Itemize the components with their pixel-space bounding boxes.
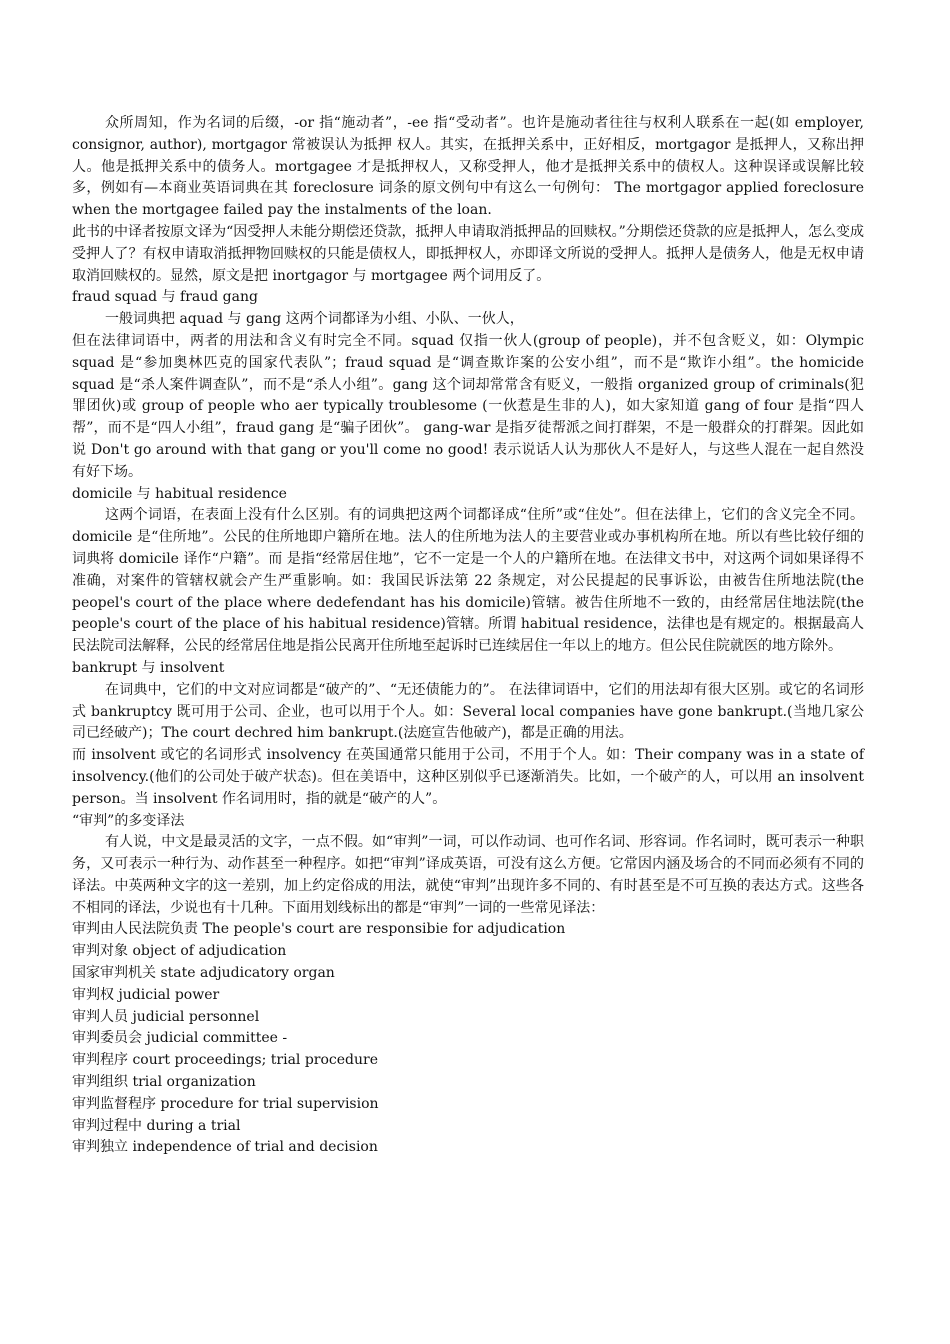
term-line: 审判监督程序 procedure for trial supervision (72, 1095, 379, 1112)
term-line: 审判程序 court proceedings; trial procedure (72, 1052, 379, 1069)
paragraph-trial-body: 有人说，中文是最灵活的文字，一点不假。如“审判”一词，可以作动词、也可作名词、形容词。作名词时，既可表示一种职务，又可表示一种行为、动作甚至一种程序。如把“审判”译成英语，可没有这么方便。它常因内涵及场合的不同而必须有不同的译法。中英两种文字的这一差别，加上约定俗成的用法，就使“审判”出现许多不同的、有时甚至是不可互换的表达方式。这些各不相同的译法，少说也有十几种。下面用划线标出的都是“审判”一词的一些常见译法： (72, 834, 864, 916)
paragraph-mortgagor-translation: 此书的中译者按原文译为“因受押人未能分期偿还贷款，抵押人申请取消抵押品的回赎权。”分期偿还贷款的应是抵押人，怎么变成受押人了？有权申请取消抵押物回赎权的只能是债权人，即抵押权人，亦即译文所说的受押人。抵押人是债务人，他是无权申请取消回赎权的。显然，原文是把 inortgagor 与 mortgagee 两个词用反了。 (72, 223, 864, 284)
term-line: 国家审判机关 state adjudicatory organ (72, 965, 335, 982)
term-line: 审判对象 object of adjudication (72, 943, 287, 960)
term-line: 审判过程中 during a trial (72, 1117, 241, 1134)
paragraph-bankrupt-body: 在词典中，它们的中文对应词都是“破产的”、“无还债能力的”。 在法律词语中，它们的用法却有很大区别。或它的名词形式 bankruptcy 既可用于公司、企业，也可以用于个人。如：Several local companies have gone bankrupt.(当地几家公司已经破产)；The court dechred him bankrupt.(法庭宣告他破产)，都是正确的用法。 (72, 681, 864, 742)
section-heading-bankrupt: bankrupt 与 insolvent (72, 659, 225, 676)
paragraph-squad-gang-intro: 一般词典把 aquad 与 gang 这两个词都译为小组、小队、一伙人， (105, 311, 524, 328)
paragraph-squad-gang-body: 但在法律词语中，两者的用法和含义有时完全不同。squad 仅指一伙人(group of people)，并不包含贬义，如：Olympic squad 是“参加奥林匹克的国家代表队”；fraud squad 是“调查欺诈案的公安小组”，而不是“欺诈小组”。the homicide squad 是“杀人案件调查队”，而不是“杀人小组”。gang 这个词却常常含有贬义，一般指 organized group of criminals(犯罪团伙)或 group of people who aer typically troublesome (一伙惹是生非的人)，如大家知道 gang of four 是指“四人帮”，而不是“四人小组”，fraud gang 是“骗子团伙”。 gang-war 是指歹徒帮派之间打群架，不是一般群众的打群架。因此如说 Don't go around with that gang or you'll come no good! 表示说话人认为那伙人不是好人，与这些人混在一起自然没有好下场。 (72, 332, 864, 480)
term-line: 审判委员会 judicial committee - (72, 1030, 288, 1047)
section-heading-squad-gang: fraud squad 与 fraud gang (72, 289, 258, 306)
term-line: 审判由人民法院负责 The people's court are responsibie for adjudication (72, 921, 566, 938)
term-line: 审判组织 trial organization (72, 1074, 256, 1091)
term-line: 审判独立 independence of trial and decision (72, 1139, 378, 1156)
paragraph-domicile-body: 这两个词语，在表面上没有什么区别。有的词典把这两个词都译成“住所”或“住处”。但在法律上，它们的含义完全不同。domicile 是“住所地”。公民的住所地即户籍所在地。法人的住所地为法人的主要营业或办事机构所在地。所以有些比较仔细的词典将 domicile 译作“户籍”。而 是指“经常居住地”，它不一定是一个人的户籍所在地。在法律文书中，对这两个词如果译得不准确，对案件的管辖权就会产生严重影响。如：我国民诉法第 22 条规定，对公民提起的民事诉讼，由被告住所地法院(the peopel's court of the place where dedefendant has his domicile)管辖。被告住所地不一致的，由经常居住地法院(the people's court of the place of his habitual residence)管辖。所谓 habitual residence，法律也是有规定的。根据最高人民法院司法解释，公民的经常居住地是指公民离开住所地至起诉时已连续居住一年以上的地方。但公民住院就医的地方除外。 (72, 507, 864, 655)
section-heading-domicile: domicile 与 habitual residence (72, 485, 287, 502)
term-line: 审判权 judicial power (72, 986, 220, 1003)
paragraph-mortgagor-intro: 众所周知，作为名词的后缀，-or 指“施动者”，-ee 指“受动者”。也许是施动者往往与权利人联系在一起(如 employer, consignor, author), mortgagor 常被误认为抵押 权人。其实，在抵押关系中，正好相反，mortgagor 是抵押人，又称出押人。他是抵押关系中的债务人。mortgagee 才是抵押权人，又称受押人，他才是抵押关系中的债权人。这种误译或误解比较多，例如有—本商业英语词典在其 foreclosure 词条的原文例句中有这么一句例句： The mortgagor applied foreclosure when the mortgagee failed pay the instalments of the loan. (72, 115, 864, 219)
section-heading-trial: “审判”的多变译法 (72, 812, 185, 829)
paragraph-insolvent-body: 而 insolvent 或它的名词形式 insolvency 在英国通常只能用于公司，不用于个人。如：Their company was in a state of insolvency.(他们的公司处于破产状态)。但在美语中，这种区别似乎已逐渐消失。比如，一个破产的人，可以用 an insolvent person。当 insolvent 作名词用时，指的就是“破产的人”。 (72, 747, 864, 807)
term-line: 审判人员 judicial personnel (72, 1008, 260, 1025)
